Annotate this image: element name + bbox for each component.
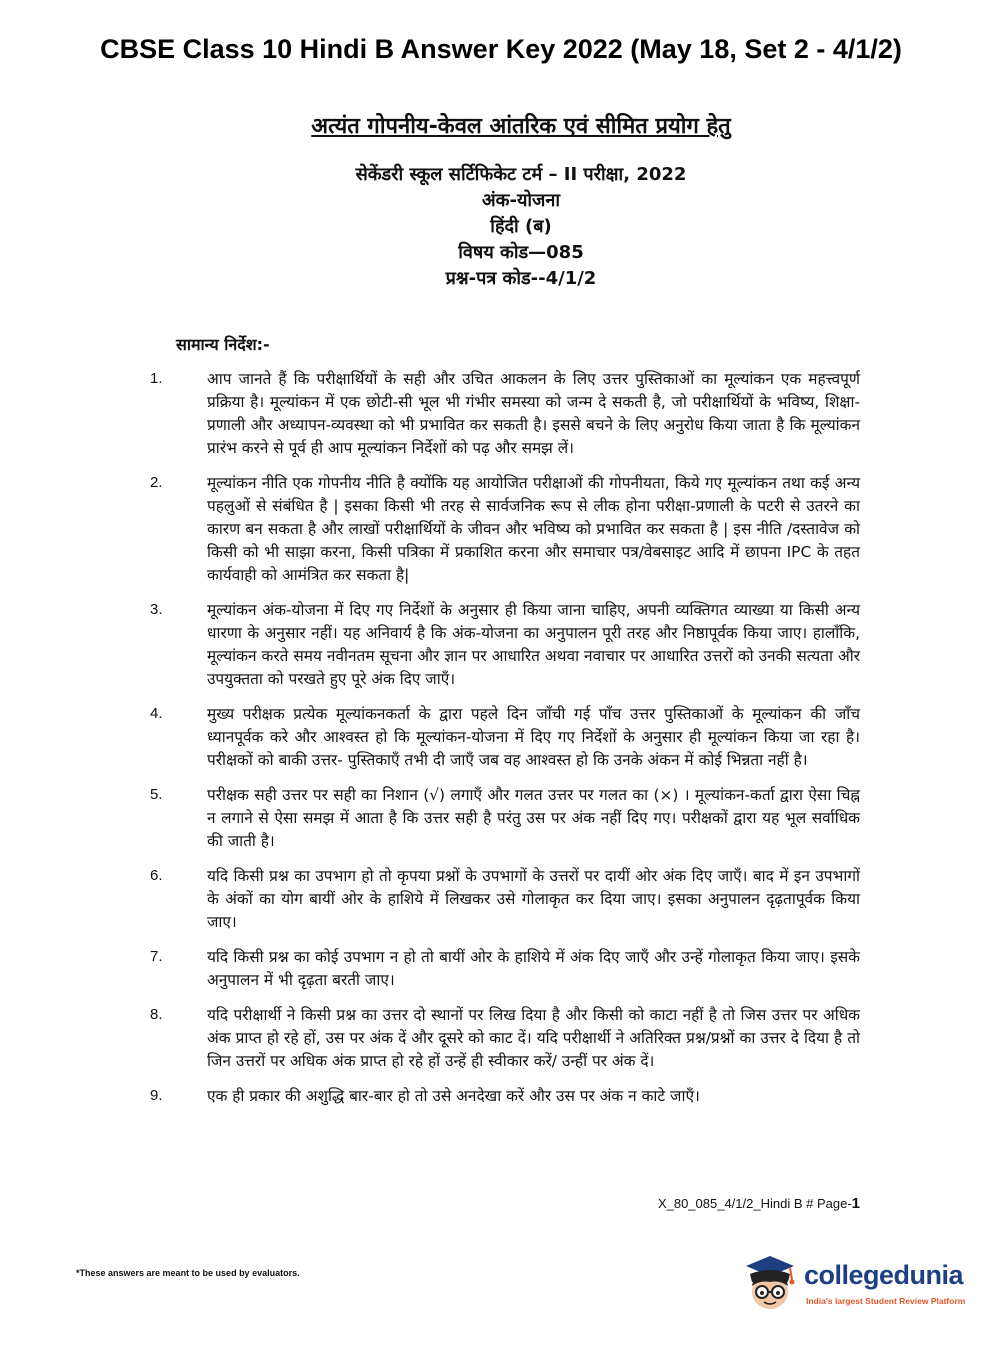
item-number: 7. [150,948,163,965]
page-code: X_80_085_4/1/2_Hindi B # Page- [657,1196,852,1211]
item-number: 2. [150,474,163,491]
item-number: 1. [150,370,163,387]
document-heading [0,110,1002,292]
item-number: 4. [150,705,163,722]
brand-tagline: India's largest Student Review Platform [806,1296,966,1306]
item-text: मूल्यांकन नीति एक गोपनीय नीति है क्योंकि यह आयोजित परीक्षाओं की गोपनीयता, किये गए मूल्यांकन तथा कई अन्य पहलुओं से संबंधित है | इसका किसी भी तरह से सार्वजनिक रूप से लीक होना परीक्षा-प्रणाली के पटरी से उतरने का कारण बन सकता है और लाखों परीक्षार्थियों के जीवन और भविष्य को प्रभावित कर सकता है | इस नीति /दस्तावेज को किसी को भी साझा करना, किसी पत्रिका में प्रकाशित करना और समाचार पत्र/वेबसाइट आदि में छापना IPC के तहत कार्यवाही को आमंत्रित कर सकता है| [207,474,860,584]
subject-code: विषय कोड—085 [458,242,584,263]
page-header-title: CBSE Class 10 Hindi B Answer Key 2022 (May 18, Set 2 - 4/1/2) [100,34,902,64]
item-number: 3. [150,601,163,618]
collegedunia-brand [740,1250,980,1320]
list-item [0,1085,1002,1108]
list-item [0,946,1002,992]
item-number: 9. [150,1087,163,1104]
item-number: 8. [150,1006,163,1023]
item-text: आप जानते हैं कि परीक्षार्थियों के सही और उचित आकलन के लिए उत्तर पुस्तिकाओं का मूल्यांकन एक महत्त्वपूर्ण प्रक्रिया है। मूल्यांकन में एक छोटी-सी भूल भी गंभीर समस्या को जन्म दे सकती है, जो परीक्षार्थियों के भविष्य, शिक्षा- प्रणाली और अध्यापन-व्यवस्था को भी प्रभावित कर सकती है। इससे बचने के लिए अनुरोध किया जाता है कि मूल्यांकन प्रारंभ करने से पूर्व ही आप मूल्यांकन निर्देशों को पढ़ और समझ लें। [207,370,860,457]
item-text: परीक्षक सही उत्तर पर सही का निशान (√) लगाएँ और गलत उत्तर पर गलत का (×) । मूल्यांकन-कर्ता द्वारा ऐसा चिह्न न लगाने से ऐसा समझ में आता है कि उत्तर सही है परंतु उस पर अंक नहीं दिए गए। परीक्षकों द्वारा यह भूल सर्वाधिक की जाती है। [207,786,860,850]
general-instructions-heading: सामान्य निर्देश:- [176,335,270,354]
brand-name: collegedunia [804,1260,964,1290]
item-text: यदि किसी प्रश्न का कोई उपभाग न हो तो बायीं ओर के हाशिये में अंक दिए जाएँ और उन्हें गोलाकृत किया जाए। इसके अनुपालन में भी दृढ़ता बरती जाए। [207,948,860,989]
list-item [0,784,1002,853]
page-number-label [658,1195,860,1212]
item-number: 5. [150,786,163,803]
page-number: 1 [851,1195,860,1212]
subject-name: हिंदी (ब) [490,216,552,237]
paper-code: प्रश्न-पत्र कोड--4/1/2 [445,268,597,289]
item-text: एक ही प्रकार की अशुद्धि बार-बार हो तो उसे अनदेखा करें और उस पर अंक न काटे जाएँ। [207,1087,700,1105]
list-item [0,472,1002,587]
item-text: मूल्यांकन अंक-योजना में दिए गए निर्देशों के अनुसार ही किया जाना चाहिए, अपनी व्यक्तिगत व्याख्या या किसी अन्य धारणा के अनुसार नहीं। यह अनिवार्य है कि अंक-योजना का अनुपालन पूरी तरह और निष्ठापूर्वक किया जाए। हालाँकि, मूल्यांकन करते समय नवीनतम सूचना और ज्ञान पर आधारित अथवा नवाचार पर आधारित उत्तरों को उनकी सत्यता और उपयुक्तता को परखते हुए पूरे अंक दिए जाएँ। [207,601,860,688]
exam-title: सेकेंडरी स्कूल सर्टिफिकेट टर्म – II परीक्षा, 2022 [355,164,687,185]
list-item [0,703,1002,772]
list-item [0,1004,1002,1073]
item-text: यदि किसी प्रश्न का उपभाग हो तो कृपया प्रश्नों के उपभागों के उत्तरों पर दायीं ओर अंक दिए जाएँ। बाद में इन उपभागों के अंकों का योग बायीं ओर के हाशिये में लिखकर उसे गोलाकृत कर दिया जाए। इसका अनुपालन दृढ़तापूर्वक किया जाए। [207,867,860,931]
list-item [0,865,1002,934]
evaluator-footnote: *These answers are meant to be used by evaluators. [76,1268,300,1278]
item-text: यदि परीक्षार्थी ने किसी प्रश्न का उत्तर दो स्थानों पर लिख दिया है और किसी को काटा नहीं है तो जिस उत्तर पर अधिक अंक प्राप्त हो रहे हों, उस पर अंक दें और दूसरे को काट दें। यदि परीक्षार्थी ने अतिरिक्त प्रश्न/प्रश्नों का उत्तर दे दिया है तो जिन उत्तरों पर अधिक अंक प्राप्त हो रहे हों उन्हें ही स्वीकार करें/ उन्हीं पर अंक दें। [207,1006,860,1070]
confidential-notice: अत्यंत गोपनीय-केवल आंतरिक एवं सीमित प्रयोग हेतु [311,114,731,139]
list-item [0,368,1002,460]
item-number: 6. [150,867,163,884]
mascot-logo-icon [740,1252,800,1314]
marking-scheme-label: अंक-योजना [481,190,561,211]
item-text: मुख्य परीक्षक प्रत्येक मूल्यांकनकर्ता के द्वारा पहले दिन जाँची गई पाँच उत्तर पुस्तिकाओं के मूल्यांकन की जाँच ध्यानपूर्वक करे और आश्वस्त हो कि मूल्यांकन-योजना में दिए गए निर्देशों के अनुसार ही मूल्यांकन किया जा रहा है। परीक्षकों को बाकी उत्तर- पुस्तिकाएँ तभी दी जाएँ जब वह आश्वस्त हो कि उनके अंकन में कोई भिन्नता नहीं है। [207,705,860,769]
instructions-list [0,368,1002,1120]
list-item [0,599,1002,691]
